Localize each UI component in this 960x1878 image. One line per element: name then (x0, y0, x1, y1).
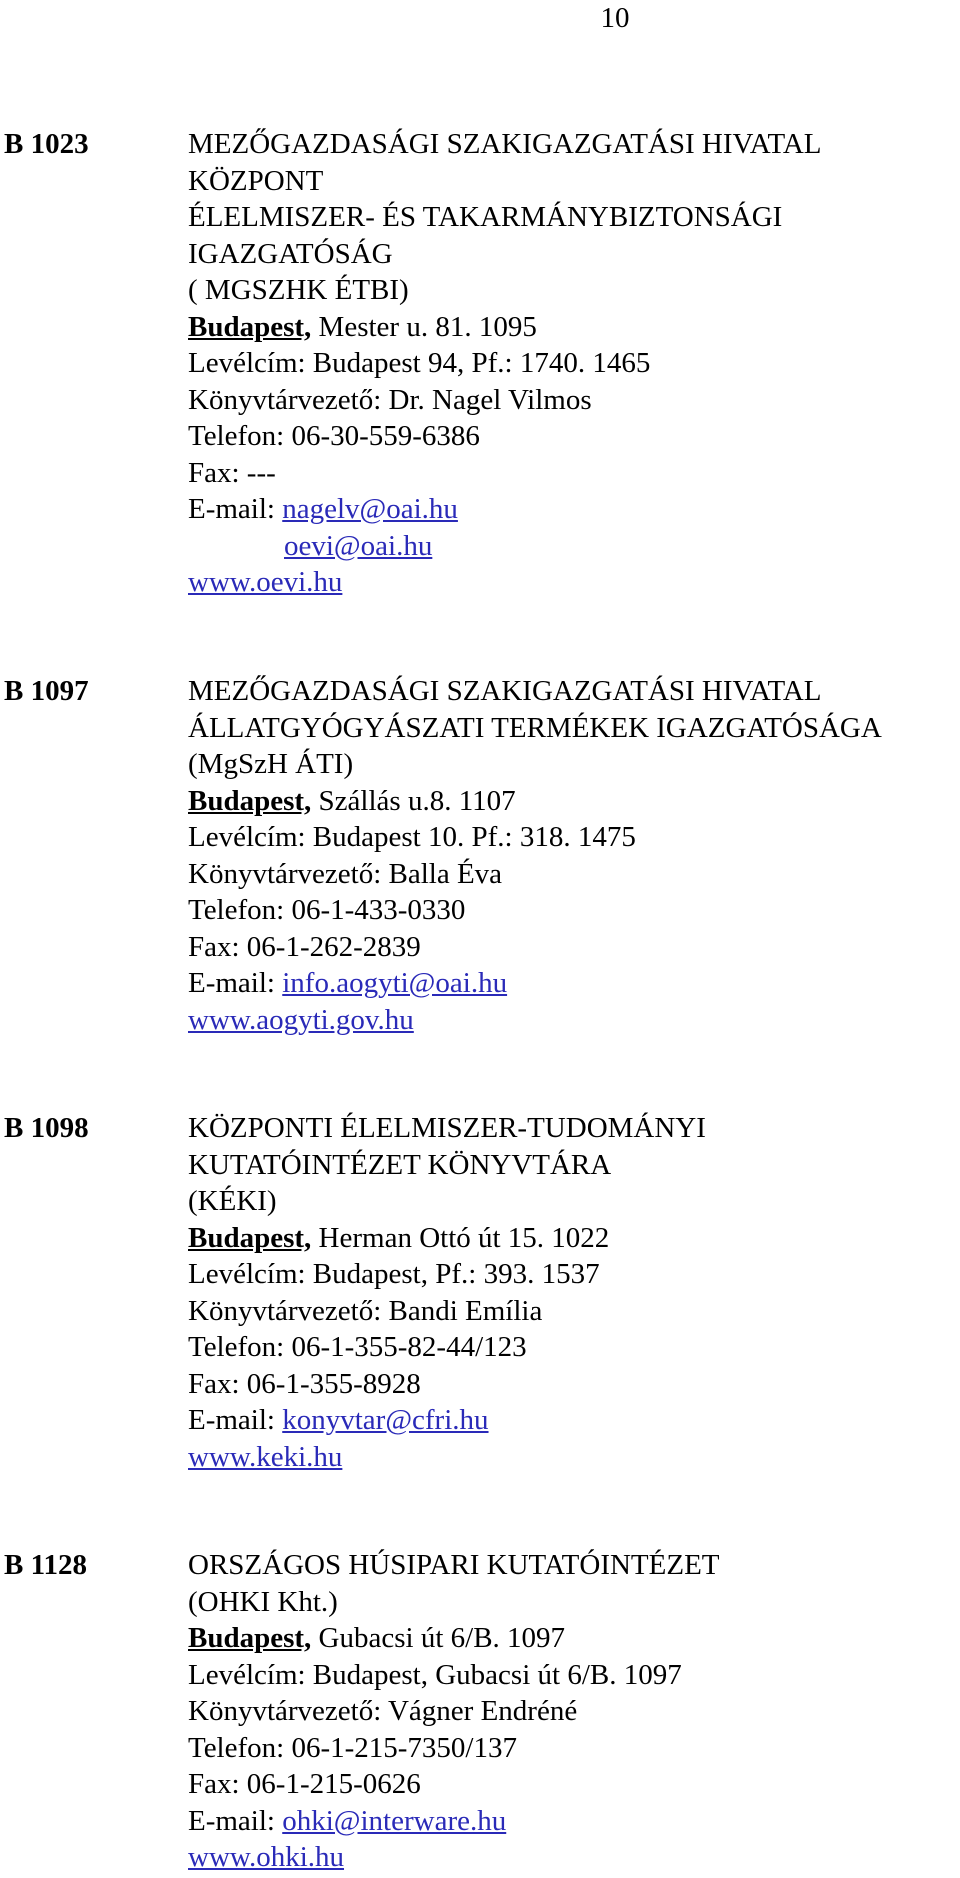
institution-name-line: (MgSzH ÁTI) (188, 748, 354, 780)
website-link[interactable]: www.aogyti.gov.hu (188, 1003, 414, 1036)
phone: Telefon: 06-30-559-6386 (188, 420, 480, 452)
fax: Fax: 06-1-215-0626 (188, 1768, 421, 1800)
entry-body (188, 126, 958, 601)
entry-body (188, 1110, 958, 1475)
website-line (188, 1002, 958, 1039)
institution-name-line: ORSZÁGOS HÚSIPARI KUTATÓINTÉZET (188, 1549, 720, 1581)
website-line (188, 1839, 958, 1876)
phone: Telefon: 06-1-433-0330 (188, 894, 466, 926)
address-line (188, 1620, 958, 1657)
entry-code: B 1023 (4, 128, 89, 160)
address-line (188, 1220, 958, 1257)
street-address: Herman Ottó út 15. 1022 (311, 1221, 610, 1254)
street-address: Gubacsi út 6/B. 1097 (311, 1622, 566, 1654)
street-address: Mester u. 81. 1095 (311, 310, 537, 343)
entry-code: B 1128 (4, 1549, 87, 1581)
entry-code: B 1098 (4, 1112, 89, 1144)
institution-name-line: ( MGSZHK ÉTBI) (188, 274, 409, 306)
website-link[interactable]: www.oevi.hu (188, 566, 343, 598)
fax: Fax: 06-1-355-8928 (188, 1367, 421, 1400)
postal-address: Levélcím: Budapest, Pf.: 393. 1537 (188, 1258, 600, 1290)
email-line (188, 491, 958, 528)
postal-address: Levélcím: Budapest, Gubacsi út 6/B. 1097 (188, 1658, 682, 1691)
librarian: Könyvtárvezető: Balla Éva (188, 857, 503, 890)
fax: Fax: --- (188, 456, 276, 489)
entry-body (188, 1547, 958, 1876)
street-address: Szállás u.8. 1107 (311, 784, 516, 817)
page-number: 10 (600, 2, 630, 34)
institution-name-line: ÁLLATGYÓGYÁSZATI TERMÉKEK IGAZGATÓSÁGA (188, 711, 882, 744)
institution-name-line: (KÉKI) (188, 1185, 277, 1217)
phone: Telefon: 06-1-215-7350/137 (188, 1731, 517, 1764)
address-line (188, 309, 958, 346)
institution-name-line: IGAZGATÓSÁG (188, 237, 393, 270)
website-link[interactable]: www.ohki.hu (188, 1841, 345, 1873)
postal-address: Levélcím: Budapest 94, Pf.: 1740. 1465 (188, 347, 651, 379)
email-label: E-mail: (188, 1404, 283, 1436)
librarian: Könyvtárvezető: Bandi Emília (188, 1294, 543, 1327)
entry-code: B 1097 (4, 675, 89, 707)
email-link[interactable]: info.aogyti@oai.hu (282, 967, 508, 999)
entry-body (188, 673, 958, 1038)
email-line (188, 965, 958, 1002)
email-link[interactable]: nagelv@oai.hu (282, 493, 458, 525)
librarian: Könyvtárvezető: Vágner Endréné (188, 1695, 578, 1727)
address-line (188, 783, 958, 820)
institution-name-line: MEZŐGAZDASÁGI SZAKIGAZGATÁSI HIVATAL (188, 128, 822, 160)
librarian: Könyvtárvezető: Dr. Nagel Vilmos (188, 383, 592, 416)
institution-name-line: KÖZPONTI ÉLELMISZER-TUDOMÁNYI (188, 1112, 706, 1144)
city: Budapest, (188, 310, 312, 343)
institution-name-line: ÉLELMISZER- ÉS TAKARMÁNYBIZTONSÁGI (188, 201, 783, 233)
postal-address: Levélcím: Budapest 10. Pf.: 318. 1475 (188, 821, 636, 853)
email-label: E-mail: (188, 1804, 283, 1837)
institution-name-line: KÖZPONT (188, 164, 324, 197)
city: Budapest, (188, 1221, 312, 1254)
institution-name-line: (OHKI Kht.) (188, 1585, 338, 1618)
institution-name-line: MEZŐGAZDASÁGI SZAKIGAZGATÁSI HIVATAL (188, 675, 822, 707)
phone: Telefon: 06-1-355-82-44/123 (188, 1331, 527, 1363)
website-link[interactable]: www.keki.hu (188, 1440, 343, 1473)
email-line-secondary (188, 528, 958, 565)
email-link[interactable]: konyvtar@cfri.hu (282, 1404, 489, 1436)
institution-name-line: KUTATÓINTÉZET KÖNYVTÁRA (188, 1148, 612, 1181)
email-label: E-mail: (188, 967, 283, 999)
email-line (188, 1402, 958, 1439)
website-line (188, 1439, 958, 1476)
email-link[interactable]: ohki@interware.hu (282, 1804, 507, 1837)
email-line (188, 1803, 958, 1840)
city: Budapest, (188, 1622, 312, 1654)
email-link-secondary[interactable]: oevi@oai.hu (284, 529, 433, 562)
website-line (188, 564, 958, 601)
email-label: E-mail: (188, 493, 283, 525)
fax: Fax: 06-1-262-2839 (188, 930, 421, 963)
city: Budapest, (188, 784, 312, 817)
